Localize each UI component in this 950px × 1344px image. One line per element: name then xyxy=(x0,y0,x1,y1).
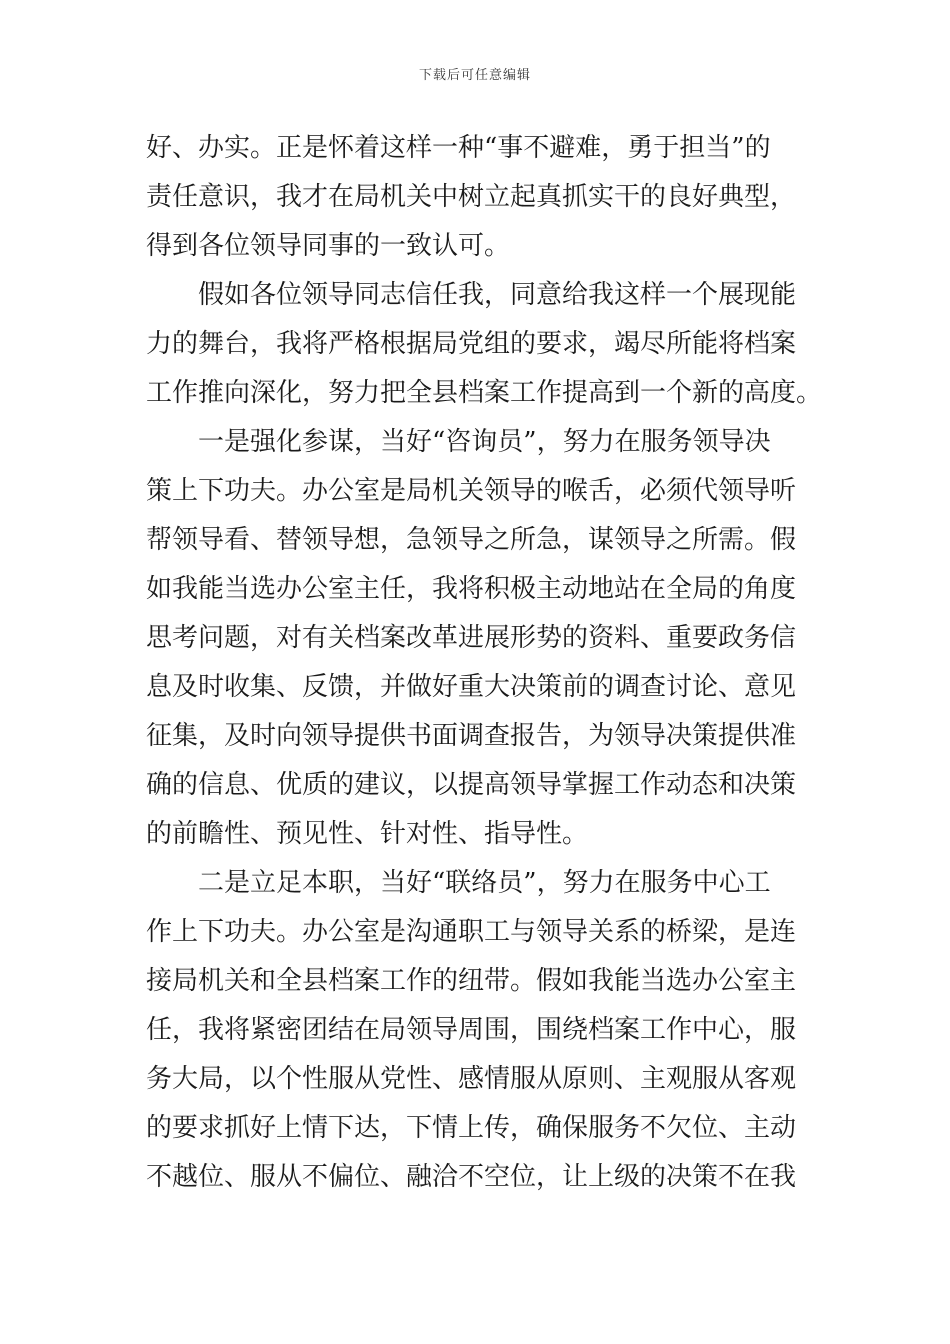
text-line: 的前瞻性、预见性、针对性、指导性。 xyxy=(146,819,589,849)
text-line: 不越位、服从不偏位、融洽不空位，让上级的决策不在我 xyxy=(146,1162,797,1192)
text-line: 任，我将紧密团结在局领导周围，围绕档案工作中心，服 xyxy=(146,1015,797,1045)
text-line: 工作推向深化，努力把全县档案工作提高到一个新的高度。 xyxy=(146,378,823,408)
text-line: 帮领导看、替领导想，急领导之所急，谋领导之所需。假 xyxy=(146,525,797,555)
text-line: 务大局，以个性服从党性、感情服从原则、主观服从客观 xyxy=(146,1064,797,1094)
text-line: 假如各位领导同志信任我，同意给我这样一个展现能 xyxy=(146,280,797,310)
text-line: 息及时收集、反馈，并做好重大决策前的调查讨论、意见 xyxy=(146,672,797,702)
text-line: 确的信息、优质的建议，以提高领导掌握工作动态和决策 xyxy=(146,770,797,800)
text-line: 如我能当选办公室主任，我将积极主动地站在全局的角度 xyxy=(146,574,797,604)
text-line: 一是强化参谋，当好“咨询员”，努力在服务领导决 xyxy=(146,427,771,457)
text-line: 思考问题，对有关档案改革进展形势的资料、重要政务信 xyxy=(146,623,797,653)
text-line: 的要求抓好上情下达，下情上传，确保服务不欠位、主动 xyxy=(146,1113,797,1143)
text-line: 接局机关和全县档案工作的纽带。假如我能当选办公室主 xyxy=(146,966,797,996)
text-line: 力的舞台，我将严格根据局党组的要求，竭尽所能将档案 xyxy=(146,329,797,359)
text-line: 策上下功夫。办公室是局机关领导的喉舌，必须代领导听 xyxy=(146,476,797,506)
text-line: 二是立足本职，当好“联络员”，努力在服务中心工 xyxy=(146,868,771,898)
text-line: 得到各位领导同事的一致认可。 xyxy=(146,231,511,261)
text-line: 作上下功夫。办公室是沟通职工与领导关系的桥梁，是连 xyxy=(146,917,797,947)
page-header-note: 下载后可任意编辑 xyxy=(418,68,531,83)
text-line: 好、办实。正是怀着这样一种“事不避难，勇于担当”的 xyxy=(146,133,771,163)
text-line: 征集，及时向领导提供书面调查报告，为领导决策提供准 xyxy=(146,721,797,751)
document-body xyxy=(146,124,823,1202)
text-line: 责任意识，我才在局机关中树立起真抓实干的良好典型， xyxy=(146,182,797,212)
